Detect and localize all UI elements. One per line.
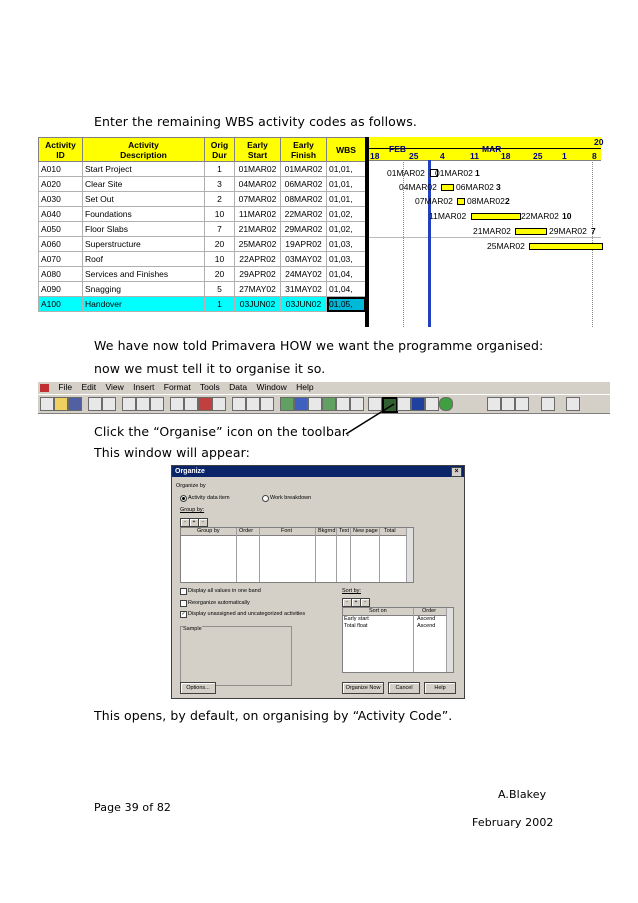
cell-description[interactable]: Foundations (83, 207, 205, 222)
cell-wbs[interactable]: 01,04, (327, 267, 366, 282)
col-activity-id: Activity ID (39, 138, 83, 162)
bar-finish-label: 22MAR02 (521, 211, 559, 221)
cell-activity-id[interactable]: A030 (39, 192, 83, 207)
cell-duration[interactable]: 7 (205, 222, 235, 237)
bar-finish-label: 06MAR02 (456, 182, 494, 192)
checkbox-unassigned-label: Display unassigned and uncategorized activities (188, 611, 306, 617)
sort-row-order[interactable]: Ascend (417, 616, 436, 622)
chart-icon[interactable] (515, 397, 529, 411)
cell-description[interactable]: Snagging (83, 282, 205, 297)
radio-work-breakdown[interactable] (262, 495, 269, 502)
menu-bar (38, 382, 610, 394)
radio-work-breakdown-label: Work breakdown (270, 495, 312, 501)
group-col-header: Font (281, 528, 293, 534)
copy-icon[interactable] (136, 397, 150, 411)
sort-row-field[interactable]: Early start (344, 616, 369, 622)
footer-author: A.Blakey (498, 788, 547, 801)
cell-duration[interactable]: 1 (205, 162, 235, 177)
activity-bar[interactable] (457, 198, 465, 205)
cell-description[interactable]: Superstructure (83, 237, 205, 252)
cell-description[interactable]: Clear Site (83, 177, 205, 192)
window-text: This window will appear: (94, 445, 250, 460)
footer-page: Page 39 of 82 (94, 801, 172, 814)
col-description: Activity Description (83, 138, 205, 162)
gantt-screenshot (38, 137, 604, 327)
cancel-button[interactable]: Cancel (388, 682, 420, 694)
bar-start-label: 21MAR02 (473, 226, 511, 236)
binoculars-icon[interactable] (184, 397, 198, 411)
bar-finish-label: 29MAR02 (549, 226, 587, 236)
table-row[interactable] (39, 162, 366, 177)
cell-wbs[interactable]: 01,01, (327, 192, 366, 207)
day-label: 11 (470, 151, 479, 161)
table-header-row (39, 138, 366, 162)
sort-by-label: Sort by: (342, 588, 361, 594)
sort-scrollbar[interactable] (446, 608, 453, 672)
group-col-header: Text (339, 528, 350, 534)
cell-duration[interactable]: 3 (205, 177, 235, 192)
group-remove-button[interactable]: - (180, 518, 190, 527)
bar-start-label: 11MAR02 (429, 211, 467, 221)
checkbox-reorganize[interactable] (180, 600, 187, 607)
cell-early-finish[interactable]: 31MAY02 (281, 282, 327, 297)
mail-icon[interactable] (501, 397, 515, 411)
new-icon[interactable] (40, 397, 54, 411)
cell-activity-id[interactable]: A040 (39, 207, 83, 222)
bar-chart (369, 137, 604, 327)
col-early-start: Early Start (235, 138, 281, 162)
cell-activity-id[interactable]: A050 (39, 222, 83, 237)
bar-icon[interactable] (232, 397, 246, 411)
cell-wbs[interactable]: 01,02, (327, 222, 366, 237)
resource-icon[interactable] (280, 397, 294, 411)
tools-icon[interactable] (541, 397, 555, 411)
cell-early-finish[interactable]: 08MAR02 (281, 192, 327, 207)
menu-tools[interactable]: Tools (199, 382, 220, 392)
table-row[interactable] (39, 237, 366, 252)
cell-early-start[interactable]: 21MAR02 (235, 222, 281, 237)
cell-wbs[interactable]: 01,04, (327, 282, 366, 297)
timescale-header (369, 137, 604, 161)
cell-early-start[interactable]: 07MAR02 (235, 192, 281, 207)
cell-duration[interactable]: 10 (205, 207, 235, 222)
cell-wbs[interactable]: 01,03, (327, 237, 366, 252)
activity-bar[interactable] (471, 213, 521, 220)
day-label: 25 (533, 151, 543, 161)
dialog-titlebar (172, 466, 464, 477)
help-icon[interactable] (566, 397, 580, 411)
organize-by-label: Organize by (176, 483, 206, 489)
paragraph-now: now we must tell it to organise it so. (94, 361, 326, 376)
cell-early-start[interactable]: 22APR02 (235, 252, 281, 267)
group-col-header: New page (353, 528, 378, 534)
cell-activity-id[interactable]: A080 (39, 267, 83, 282)
cell-wbs[interactable]: 01,01, (327, 162, 366, 177)
columns-icon[interactable] (260, 397, 274, 411)
cell-activity-id[interactable]: A010 (39, 162, 83, 177)
cell-description[interactable]: Services and Finishes (83, 267, 205, 282)
radio-activity-data[interactable] (180, 495, 187, 502)
day-label: 4 (440, 151, 445, 161)
radio-activity-data-label: Activity data item (188, 495, 230, 501)
group-delete-button[interactable]: - (198, 518, 208, 527)
format-icon[interactable] (212, 397, 226, 411)
cell-description[interactable]: Set Out (83, 192, 205, 207)
triangle-icon[interactable] (308, 397, 322, 411)
bar-start-label: 04MAR02 (399, 182, 437, 192)
cell-early-finish[interactable]: 03MAY02 (281, 252, 327, 267)
level-icon[interactable] (322, 397, 336, 411)
table-row[interactable] (39, 207, 366, 222)
columns-edit-icon[interactable] (425, 397, 439, 411)
sort-add-button[interactable]: + (351, 598, 361, 607)
sort-by-grid[interactable] (342, 607, 454, 673)
day-label: 1 (562, 151, 567, 161)
group-by-label: Group by: (180, 507, 205, 513)
bar-duration: 10 (562, 211, 572, 221)
print-icon[interactable] (88, 397, 102, 411)
cell-description[interactable]: Start Project (83, 162, 205, 177)
bar-finish-label: 08MAR02 (467, 196, 505, 206)
intro-text: Enter the remaining WBS activity codes as follows. (94, 114, 417, 129)
day-label: 18 (370, 151, 380, 161)
organize-now-button[interactable]: Organize Now (342, 682, 384, 694)
bar-finish-label: 01MAR02 (435, 168, 473, 178)
bar-duration: 7 (591, 226, 596, 236)
cell-duration[interactable]: 5 (205, 282, 235, 297)
cell-early-start[interactable]: 04MAR02 (235, 177, 281, 192)
table-icon[interactable] (246, 397, 260, 411)
cell-wbs[interactable]: 01,03, (327, 252, 366, 267)
cell-activity-id[interactable]: A020 (39, 177, 83, 192)
activity-bar[interactable] (529, 243, 603, 250)
cell-wbs[interactable]: 01,05, (327, 297, 366, 312)
bar-duration: 2 (505, 196, 510, 206)
table-row[interactable] (39, 297, 366, 312)
table-row[interactable] (39, 282, 366, 297)
activity-table (38, 137, 366, 312)
cell-early-start[interactable]: 01MAR02 (235, 162, 281, 177)
sort-col-header: Order (422, 608, 437, 614)
cell-activity-id[interactable]: A060 (39, 237, 83, 252)
group-col-header: Order (239, 528, 254, 534)
cell-duration[interactable]: 1 (205, 297, 235, 312)
table-row[interactable] (39, 177, 366, 192)
cell-activity-id[interactable]: A090 (39, 282, 83, 297)
day-label: 25 (409, 151, 419, 161)
paragraph-how: We have now told Primavera HOW we want the programme organised: (94, 338, 544, 353)
table-row[interactable] (39, 192, 366, 207)
col-early-finish: Early Finish (281, 138, 327, 162)
cell-early-finish[interactable]: 03JUN02 (281, 297, 327, 312)
cell-early-finish[interactable]: 22MAR02 (281, 207, 327, 222)
cell-wbs[interactable]: 01,01, (327, 177, 366, 192)
cell-duration[interactable]: 2 (205, 192, 235, 207)
app-icon (40, 384, 49, 392)
bar-start-label: 01MAR02 (387, 168, 425, 178)
menu-view[interactable]: View (105, 382, 124, 392)
cell-duration[interactable]: 20 (205, 267, 235, 282)
cell-description[interactable]: Handover (83, 297, 205, 312)
cell-duration[interactable]: 20 (205, 237, 235, 252)
sort-col-header: Sort on (369, 608, 387, 614)
cell-description[interactable]: Roof (83, 252, 205, 267)
footer-date: February 2002 (472, 816, 554, 829)
table-row[interactable] (39, 222, 366, 237)
cell-early-start[interactable]: 27MAY02 (235, 282, 281, 297)
find-icon[interactable] (170, 397, 184, 411)
cell-early-start[interactable]: 25MAR02 (235, 237, 281, 252)
dialog-title: Organize (175, 468, 205, 475)
click-instruction: Click the “Organise” icon on the toolbar. (94, 424, 350, 439)
options-button[interactable]: Options... (180, 682, 216, 694)
toolbar (38, 394, 610, 414)
bar-start-label: 25MAR02 (487, 241, 525, 251)
menu-format[interactable]: Format (163, 382, 191, 392)
menu-help[interactable]: Help (296, 382, 314, 392)
filter-icon[interactable] (198, 397, 212, 411)
sort-delete-button[interactable]: - (360, 598, 370, 607)
col-orig-dur: Orig Dur (205, 138, 235, 162)
cell-early-start[interactable]: 29APR02 (235, 267, 281, 282)
menu-window[interactable]: Window (256, 382, 287, 392)
bar-duration: 1 (475, 168, 480, 178)
group-col-header: Group by (197, 528, 220, 534)
year-label: 20 (594, 137, 604, 147)
organize-dialog (171, 465, 465, 699)
table-row[interactable] (39, 267, 366, 282)
sample-label: Sample (183, 626, 202, 632)
month-feb: FEB (389, 144, 406, 154)
group-scrollbar[interactable] (406, 528, 413, 582)
month-mar: MAR (482, 144, 502, 154)
report-icon[interactable] (487, 397, 501, 411)
help-button[interactable]: Help (424, 682, 456, 694)
activity-bar[interactable] (515, 228, 547, 235)
cell-early-start[interactable]: 03JUN02 (235, 297, 281, 312)
checkbox-reorganize-label: Reorganize automatically (188, 600, 250, 606)
activity-bar[interactable] (441, 184, 454, 191)
sample-group (180, 626, 292, 686)
menu-data[interactable]: Data (229, 382, 248, 392)
group-col-header: Total (384, 528, 396, 534)
globe-icon[interactable] (439, 397, 453, 411)
cell-early-finish[interactable]: 06MAR02 (281, 177, 327, 192)
cell-early-finish[interactable]: 24MAY02 (281, 267, 327, 282)
checkbox-one-band-label: Display all values in one band (188, 588, 261, 594)
cut-icon[interactable] (122, 397, 136, 411)
funnel-icon[interactable] (411, 397, 425, 411)
cell-activity-id[interactable]: A070 (39, 252, 83, 267)
group-col-header: Bkgrnd (318, 528, 336, 534)
menu-insert[interactable]: Insert (133, 382, 155, 392)
sort-remove-button[interactable]: - (342, 598, 352, 607)
cell-activity-id[interactable]: A100 (39, 297, 83, 312)
cell-wbs[interactable]: 01,02, (327, 207, 366, 222)
bar-duration: 3 (496, 182, 501, 192)
checkbox-unassigned[interactable]: ✓ (181, 611, 186, 617)
group-by-grid[interactable] (180, 527, 414, 583)
cell-duration[interactable]: 10 (205, 252, 235, 267)
save-icon[interactable] (68, 397, 82, 411)
close-icon[interactable]: × (451, 467, 462, 477)
day-label: 8 (592, 151, 597, 161)
cell-description[interactable]: Floor Slabs (83, 222, 205, 237)
sort-row-field[interactable]: Total float (344, 623, 368, 629)
closing-text: This opens, by default, on organising by “Activity Code”. (94, 708, 453, 723)
menu-file[interactable]: File (58, 382, 73, 392)
col-wbs: WBS (327, 138, 366, 162)
checkbox-one-band[interactable] (180, 588, 187, 595)
day-label: 18 (501, 151, 511, 161)
cell-early-finish[interactable]: 29MAR02 (281, 222, 327, 237)
group-add-button[interactable]: + (189, 518, 199, 527)
table-row[interactable] (39, 252, 366, 267)
print-preview-icon[interactable] (102, 397, 116, 411)
person-icon[interactable] (294, 397, 308, 411)
bar-start-label: 07MAR02 (415, 196, 453, 206)
cell-early-finish[interactable]: 01MAR02 (281, 162, 327, 177)
menu-edit[interactable]: Edit (81, 382, 97, 392)
open-icon[interactable] (54, 397, 68, 411)
paste-icon[interactable] (150, 397, 164, 411)
sort-row-order[interactable]: Ascend (417, 623, 436, 629)
cell-early-start[interactable]: 11MAR02 (235, 207, 281, 222)
cell-early-finish[interactable]: 19APR02 (281, 237, 327, 252)
